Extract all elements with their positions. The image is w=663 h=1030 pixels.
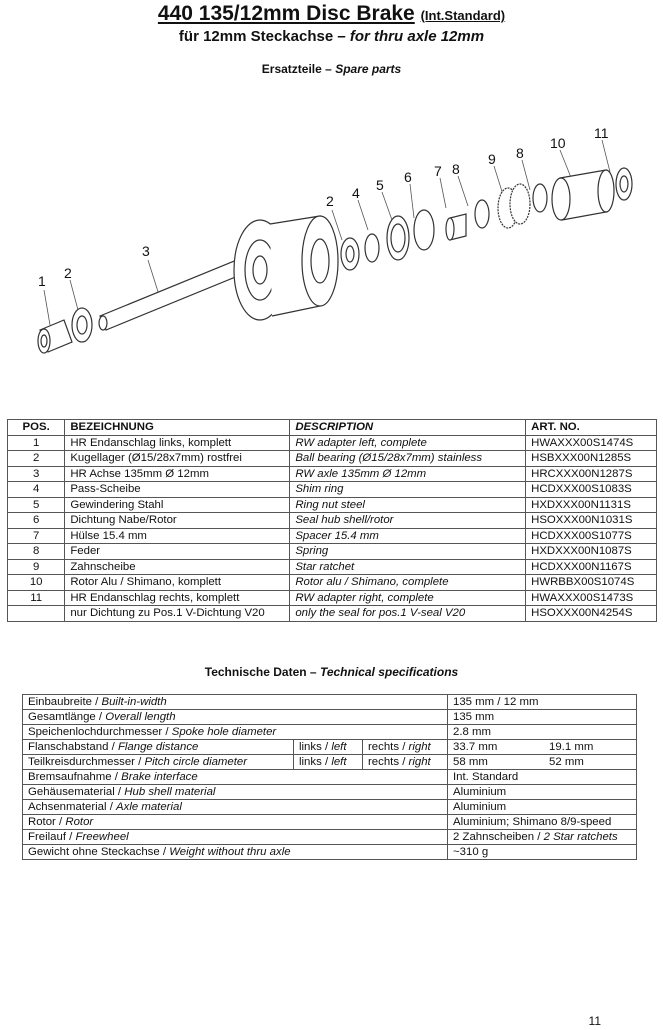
cell-pos: 10: [8, 575, 65, 591]
spec-value: Aluminium; Shimano 8/9-speed: [448, 815, 637, 830]
spec-title-en: Technical specifications: [319, 665, 459, 679]
label-6: 6: [404, 169, 412, 185]
header-pos: POS.: [8, 420, 65, 436]
spec-side-right: rechts / right: [363, 755, 448, 770]
cell-en: Ball bearing (Ø15/28x7mm) stainless: [290, 451, 526, 467]
spec-title: [0, 665, 663, 679]
spec-label: Rotor / Rotor: [23, 815, 448, 830]
spec-label: Teilkreisdurchmesser / Pitch circle diameter: [23, 755, 294, 770]
part-rotor: [552, 170, 614, 220]
cell-art: HCDXXX00N1167S: [526, 559, 657, 575]
cell-de: Dichtung Nabe/Rotor: [65, 513, 290, 529]
label-10: 10: [550, 135, 566, 151]
part-shim-ring: [365, 234, 379, 262]
cell-de: HR Endanschlag links, komplett: [65, 435, 290, 451]
spec-label: Speichenlochdurchmesser / Spoke hole diameter: [23, 725, 448, 740]
spec-value-left: 58 mm: [448, 755, 545, 770]
spec-label: Gesamtlänge / Overall length: [23, 710, 448, 725]
spec-side-right: rechts / right: [363, 740, 448, 755]
cell-en: Star ratchet: [290, 559, 526, 575]
spec-value: Aluminium: [448, 785, 637, 800]
spec-side-left: links / left: [294, 740, 363, 755]
cell-pos: [8, 606, 65, 622]
header-de: BEZEICHNUNG: [65, 420, 290, 436]
cell-en: Shim ring: [290, 482, 526, 498]
cell-en: RW adapter right, complete: [290, 590, 526, 606]
cell-de: Gewindering Stahl: [65, 497, 290, 513]
spec-value: ~310 g: [448, 845, 637, 860]
spec-value-right: 52 mm: [544, 755, 637, 770]
part-end-cap-left: [38, 320, 72, 353]
spec-row: [23, 755, 637, 770]
section-heading: [0, 62, 663, 76]
spec-row: [23, 725, 637, 740]
label-2-right: 2: [326, 193, 334, 209]
section-en: Spare parts: [335, 62, 402, 76]
spec-value: 2 Zahnscheiben / 2 Star ratchets: [448, 830, 637, 845]
spec-row: [23, 695, 637, 710]
cell-pos: 7: [8, 528, 65, 544]
part-spring-2: [533, 184, 547, 212]
spec-label: Achsenmaterial / Axle material: [23, 800, 448, 815]
cell-de: Zahnscheibe: [65, 559, 290, 575]
spec-label: Gehäusematerial / Hub shell material: [23, 785, 448, 800]
label-3: 3: [142, 243, 150, 259]
label-2-left: 2: [64, 265, 72, 281]
cell-de: nur Dichtung zu Pos.1 V-Dichtung V20: [65, 606, 290, 622]
section-de: Ersatzteile: [261, 62, 322, 76]
section-dash: –: [325, 62, 332, 76]
header-art: ART. NO.: [526, 420, 657, 436]
subtitle-de: für 12mm Steckachse: [178, 28, 334, 45]
spec-label: Bremsaufnahme / Brake interface: [23, 770, 448, 785]
label-11: 11: [594, 125, 609, 141]
cell-de: HR Achse 135mm Ø 12mm: [65, 466, 290, 482]
parts-header-row: [8, 420, 657, 436]
label-9: 9: [488, 151, 496, 167]
part-spacer: [446, 214, 466, 240]
label-7: 7: [434, 163, 442, 179]
cell-en: Rotor alu / Shimano, complete: [290, 575, 526, 591]
spec-title-dash: –: [309, 665, 317, 679]
spec-label: Einbaubreite / Built-in-width: [23, 695, 448, 710]
cell-art: HWAXXX00S1474S: [526, 435, 657, 451]
cell-pos: 2: [8, 451, 65, 467]
part-ring-nut: [387, 216, 409, 260]
subtitle-en: for thru axle 12mm: [349, 28, 485, 45]
table-row: [8, 451, 657, 467]
part-seal: [414, 210, 434, 250]
cell-pos: 3: [8, 466, 65, 482]
cell-de: Hülse 15.4 mm: [65, 528, 290, 544]
page-number: 11: [588, 1014, 601, 1028]
part-hub-shell: [234, 216, 338, 320]
spec-row: [23, 740, 637, 755]
cell-en: only the seal for pos.1 V-seal V20: [290, 606, 526, 622]
cell-art: HWAXXX00S1473S: [526, 590, 657, 606]
cell-pos: 4: [8, 482, 65, 498]
spec-value: 135 mm / 12 mm: [448, 695, 637, 710]
cell-de: Rotor Alu / Shimano, komplett: [65, 575, 290, 591]
title-sub: (Int.Standard): [420, 8, 506, 23]
spec-row: [23, 800, 637, 815]
table-row: [8, 544, 657, 560]
spec-label: Flanschabstand / Flange distance: [23, 740, 294, 755]
page-title: [0, 2, 663, 26]
cell-de: Feder: [65, 544, 290, 560]
spec-title-de: Technische Daten: [204, 665, 307, 679]
cell-art: HXDXXX00N1131S: [526, 497, 657, 513]
spec-side-left: links / left: [294, 755, 363, 770]
part-end-cap-right: [616, 168, 632, 200]
cell-art: HCDXXX00S1077S: [526, 528, 657, 544]
spec-value: Aluminium: [448, 800, 637, 815]
cell-en: RW adapter left, complete: [290, 435, 526, 451]
cell-de: HR Endanschlag rechts, komplett: [65, 590, 290, 606]
spec-value-right: 19.1 mm: [544, 740, 637, 755]
spec-row: [23, 815, 637, 830]
cell-de: Kugellager (Ø15/28x7mm) rostfrei: [65, 451, 290, 467]
cell-en: Seal hub shell/rotor: [290, 513, 526, 529]
cell-pos: 5: [8, 497, 65, 513]
table-row: [8, 575, 657, 591]
cell-pos: 1: [8, 435, 65, 451]
cell-art: HXDXXX00N1087S: [526, 544, 657, 560]
spec-label: Freilauf / Freewheel: [23, 830, 448, 845]
subtitle-dash: –: [337, 28, 346, 45]
page-subtitle: [0, 28, 663, 45]
spec-row: [23, 710, 637, 725]
cell-art: HCDXXX00S1083S: [526, 482, 657, 498]
cell-pos: 8: [8, 544, 65, 560]
spec-row: [23, 785, 637, 800]
header-en: DESCRIPTION: [290, 420, 526, 436]
table-row: [8, 528, 657, 544]
spec-row: [23, 830, 637, 845]
cell-art: HWRBBX00S1074S: [526, 575, 657, 591]
cell-pos: 6: [8, 513, 65, 529]
parts-table: [7, 419, 657, 622]
cell-pos: 9: [8, 559, 65, 575]
part-bearing-right: [341, 238, 359, 270]
cell-en: Spring: [290, 544, 526, 560]
label-4: 4: [352, 185, 360, 201]
table-row: [8, 466, 657, 482]
spec-value: 135 mm: [448, 710, 637, 725]
spec-value: Int. Standard: [448, 770, 637, 785]
table-row: [8, 435, 657, 451]
part-spring-1: [475, 200, 489, 228]
spec-row: [23, 770, 637, 785]
label-8-a: 8: [452, 161, 460, 177]
cell-en: Ring nut steel: [290, 497, 526, 513]
cell-art: HSOXXX00N4254S: [526, 606, 657, 622]
exploded-view-diagram: [20, 120, 640, 420]
cell-en: Spacer 15.4 mm: [290, 528, 526, 544]
cell-de: Pass-Scheibe: [65, 482, 290, 498]
table-row: [8, 606, 657, 622]
cell-art: HRCXXX00N1287S: [526, 466, 657, 482]
table-row: [8, 590, 657, 606]
cell-pos: 11: [8, 590, 65, 606]
title-main: 440 135/12mm Disc Brake: [157, 2, 415, 25]
spec-value-left: 33.7 mm: [448, 740, 545, 755]
part-bearing-left: [72, 308, 92, 342]
cell-art: HSBXXX00N1285S: [526, 451, 657, 467]
spec-row: [23, 845, 637, 860]
table-row: [8, 559, 657, 575]
spec-table: [22, 694, 637, 860]
label-8-b: 8: [516, 145, 524, 161]
label-5: 5: [376, 177, 384, 193]
cell-art: HSOXXX00N1031S: [526, 513, 657, 529]
spec-label: Gewicht ohne Steckachse / Weight without thru axle: [23, 845, 448, 860]
table-row: [8, 513, 657, 529]
cell-en: RW axle 135mm Ø 12mm: [290, 466, 526, 482]
table-row: [8, 482, 657, 498]
table-row: [8, 497, 657, 513]
part-star-ratchet: [498, 184, 530, 228]
label-1: 1: [38, 273, 46, 289]
spec-value: 2.8 mm: [448, 725, 637, 740]
